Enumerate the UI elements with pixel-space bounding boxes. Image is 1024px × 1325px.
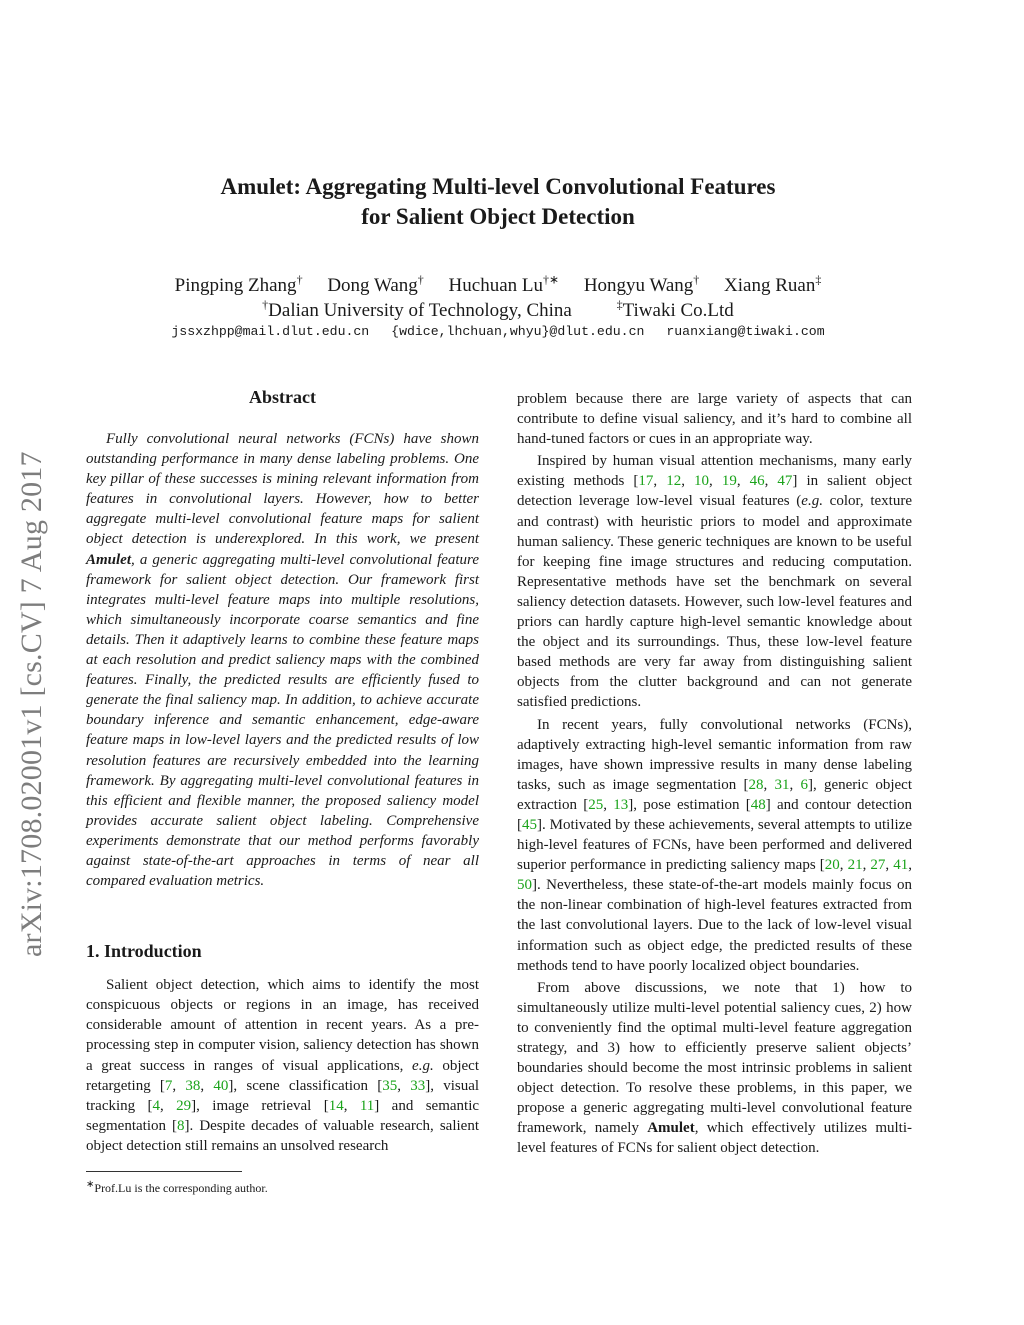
citation-link[interactable]: 38: [185, 1077, 201, 1094]
citation-link[interactable]: 50: [517, 877, 532, 894]
citation-link[interactable]: 46: [749, 473, 765, 490]
citation-link[interactable]: 21: [847, 857, 863, 874]
citation-link[interactable]: 48: [750, 796, 766, 813]
citation-link[interactable]: 20: [824, 857, 840, 874]
citation-link[interactable]: 25: [588, 796, 604, 813]
citation-link[interactable]: 29: [176, 1097, 192, 1114]
arxiv-identifier-stamp: arXiv:1708.02001v1 [cs.CV] 7 Aug 2017: [15, 451, 48, 957]
intro-paragraph-2: Inspired by human visual attention mechanisms, many early existing methods [17, 12, 10, 19, 46, 47] in salient object detection leverage low-level visual features (e.g. color, texture and contrast) with heuristic priors to model and approximate human saliency. These generic techniques are known to be useful for keeping fine image structures and reducing computation. Representative methods have set the benchmark on several saliency detection datasets. However, such low-level features and priors can hardly capture high-level semantic knowledge about the object and its surroundings. Thus, these low-level feature based methods are very far away from distinguishing salient objects from the clutter background and can not generate satisfied predictions.: [517, 453, 913, 711]
author: Huchuan Lu†∗: [448, 273, 560, 297]
citation-link[interactable]: 45: [522, 816, 537, 833]
author: Hongyu Wang†: [583, 273, 700, 297]
citation-link[interactable]: 4: [152, 1097, 161, 1114]
paper-title: [80, 172, 916, 232]
citation-link[interactable]: 33: [410, 1077, 426, 1094]
email-list: [80, 322, 916, 342]
citation-link[interactable]: 7: [164, 1077, 173, 1094]
citation-link[interactable]: 19: [721, 473, 737, 490]
abstract-body: Fully convolutional neural networks (FCNs) have shown outstanding performance in many dense labeling problems. One key pillar of these successes is mining relevant information from features in convolutional layers. However, how to better aggregate multi-level convolutional feature maps for salient object detection is underexplored. In this work, we present Amulet, a generic aggregating multi-level convolutional feature framework for salient object detection. Our framework first integrates multi-level feature maps into multiple resolutions, which simultaneously incorporate coarse semantics and fine details. Then it adaptively learns to combine these feature maps at each resolution and predict saliency maps with the combined features. Finally, the predicted results are efficiently fused to generate the final saliency map. In addition, to achieve accurate boundary inference and semantic enhancement, edge-aware feature maps in low-level layers and the predicted results of low resolution features are recursively embedded into the learning framework. By aggregating multi-level convolutional features in this efficient and flexible manner, the proposed saliency model provides accurate salient object labeling. Comprehensive experiments demonstrate that our method performs favorably against state-of-the-art approaches in terms of near all compared evaluation metrics.: [86, 431, 479, 890]
citation-link[interactable]: 8: [177, 1117, 185, 1134]
citation-link[interactable]: 12: [666, 473, 682, 490]
affiliation: ‡Tiwaki Co.Ltd: [616, 298, 734, 322]
citation-link[interactable]: 28: [748, 776, 764, 793]
citation-link[interactable]: 41: [893, 857, 909, 874]
citation-link[interactable]: 47: [777, 473, 793, 490]
introduction-heading: 1. Introduction: [86, 941, 202, 962]
intro-paragraph-3: In recent years, fully convolutional networks (FCNs), adaptively extracting high-level semantic information from raw images, have shown impressive results in many dense labeling tasks, such as image segmentation [28, 31, 6], generic object extraction [25, 13], pose estimation [48] and contour detection [45]. Motivated by these achievements, several attempts to utilize high-level features of FCNs, have been performed and delivered superior performance in predicting saliency maps [20, 21, 27, 41, 50]. Nevertheless, these state-of-the-art models mainly focus on the non-linear combination of high-level features extracted from the last convolutional layers. Due to the lack of low-level visual information such as object edge, the predicted results of these methods tend to have poorly localized object boundaries.: [517, 716, 913, 974]
affiliation: †Dalian University of Technology, China: [262, 298, 572, 322]
method-name: Amulet: [86, 551, 132, 568]
author: Dong Wang†: [327, 273, 424, 297]
title-line-2: for Salient Object Detection: [361, 204, 635, 229]
right-column: [517, 389, 912, 1161]
author: Xiang Ruan‡: [724, 273, 822, 297]
title-line-1: Amulet: Aggregating Multi-level Convolutional Features: [220, 174, 776, 199]
abstract-heading: Abstract: [249, 387, 316, 407]
email: {wdice,lhchuan,whyu}@dlut.edu.cn: [391, 324, 645, 339]
email: jssxzhpp@mail.dlut.edu.cn: [171, 324, 370, 339]
footnote: ∗Prof.Lu is the corresponding author.: [86, 1179, 268, 1195]
left-column: [86, 385, 479, 1158]
citation-link[interactable]: 13: [613, 796, 629, 813]
intro-paragraph-1: Salient object detection, which aims to identify the most conspicuous objects or regions in an image, has received considerable amount of attention in recent years. As a pre-processing step in computer vision, saliency detection has shown a great success in ranges of visual applications, e.g. object retargeting [7, 38, 40], scene classification [35, 33], visual tracking [4, 29], image retrieval [14, 11] and semantic segmentation [8]. Despite decades of valuable research, salient object detection still remains an unsolved research: [86, 977, 480, 1154]
author: Pingping Zhang†: [174, 273, 303, 297]
citation-link[interactable]: 17: [638, 473, 654, 490]
citation-link[interactable]: 31: [774, 776, 790, 793]
citation-link[interactable]: 35: [382, 1077, 398, 1094]
citation-link[interactable]: 10: [694, 473, 710, 490]
footnote-rule: [86, 1171, 242, 1172]
citation-link[interactable]: 40: [213, 1077, 229, 1094]
affiliation-list: [80, 293, 916, 323]
citation-link[interactable]: 14: [328, 1097, 344, 1114]
email: ruanxiang@tiwaki.com: [666, 324, 825, 339]
citation-link[interactable]: 6: [800, 776, 808, 793]
citation-link[interactable]: 27: [870, 857, 886, 874]
intro-paragraph-4: From above discussions, we note that 1) how to simultaneously utilize multi-level potential saliency cues, 2) how to conveniently find the optimal multi-level feature aggregation strategy, and 3) how to efficiently preserve salient objects’ boundaries should become the most intrinsic problems in salient object detection. To resolve these problems, in this paper, we propose a generic aggregating multi-level convolutional feature framework, namely Amulet, which effectively utilizes multi-level features of FCNs for salient object detection.: [517, 979, 912, 1157]
method-name: Amulet: [647, 1120, 695, 1137]
citation-link[interactable]: 11: [359, 1097, 375, 1114]
intro-paragraph-1-continued: problem because there are large variety of aspects that can contribute to define visual saliency, and it’s hard to combine all hand-tuned factors or cues in an appropriate way.: [517, 391, 912, 448]
